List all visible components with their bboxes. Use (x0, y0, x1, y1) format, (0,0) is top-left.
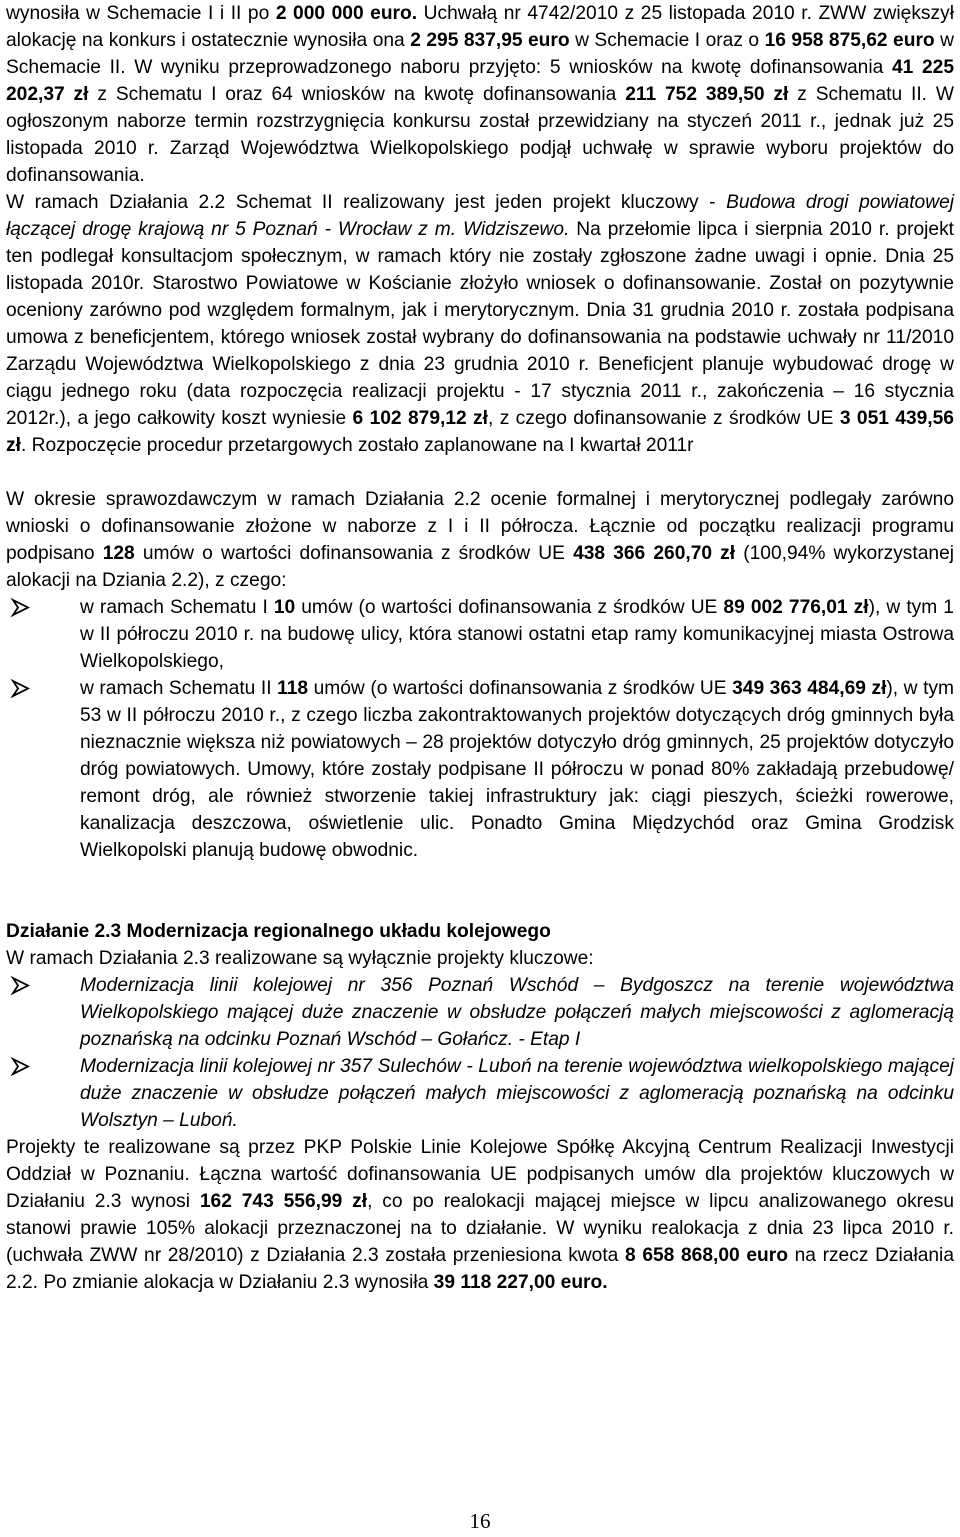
text-run: 118 (277, 678, 309, 699)
paragraph-reporting-period (6, 486, 954, 594)
text-run: w ramach Schematu I (80, 597, 274, 618)
text-run: w Schemacie II. W wyniku przeprowadzonego naboru przyjęto: 5 wniosków na kwotę dofinansowania (6, 30, 954, 78)
arrow-right-outline-icon (10, 675, 32, 702)
text-run: 162 743 556,99 zł (199, 1191, 368, 1212)
text-run: 41 225 202,37 zł (6, 57, 954, 105)
paragraph-pkp-projects (6, 1134, 954, 1296)
text-run: umów o wartości dofinansowania z środków UE (134, 543, 574, 564)
list-schemes (6, 594, 954, 864)
text-run: 349 363 484,69 zł (732, 678, 887, 699)
list-item (6, 594, 954, 675)
text-run: 211 752 389,50 zł (625, 84, 789, 105)
text-run: 438 366 260,70 zł (573, 543, 736, 564)
list-item (6, 972, 954, 1053)
paragraph-intro-23: W ramach Działania 2.3 realizowane są wyłącznie projekty kluczowe: (6, 948, 594, 969)
text-run: , z czego dofinansowanie z środków UE (487, 408, 840, 429)
list-item (6, 1053, 954, 1134)
text-run: W okresie sprawozdawczym w ramach Działania 2.2 ocenie formalnej i merytorycznej podlegały zarówno wnioski o dofinansowanie złożone w naborze z I i II półrocza. Łącznie od początku realizacji programu podpisano (6, 489, 954, 564)
list-key-projects-23 (6, 972, 954, 1134)
text-run: , co po realokacji mającej miejsce w lipcu analizowanego okresu stanowi prawie 105% alokacji przeznaczonej na to działanie. W wyniku realokacja z dnia 23 lipca 2010 r. (uchwała ZWW nr 28/2010) z Działania 2.3 została przeniesiona kwota (6, 1191, 954, 1266)
text-run: 16 958 875,62 euro (764, 30, 935, 51)
text-run: (100,94% wykorzystanej alokacji na Dziania 2.2), z czego: (6, 543, 955, 591)
text-run: wynosiła w Schemacie I i II po (6, 3, 276, 24)
text-run: Modernizacja linii kolejowej nr 356 Poznań Wschód – Bydgoszcz na terenie województwa Wielkopolskiego mającej duże znaczenie w obsłudze połączeń małych miejscowości z aglomeracją poznańską na odcinku Poznań Wschód – Gołańcz. - Etap I (80, 975, 954, 1050)
section-heading-23: Działanie 2.3 Modernizacja regionalnego układu kolejowego (6, 921, 551, 942)
paragraph-key-project-22 (6, 189, 954, 459)
text-run: 8 658 868,00 euro (625, 1245, 788, 1266)
text-run: 2 295 837,95 euro (410, 30, 570, 51)
text-run: z Schematu I oraz 64 wniosków na kwotę dofinansowania (88, 84, 626, 105)
paragraph-schemes-allocation (6, 0, 954, 189)
page-number: 16 (469, 1509, 491, 1533)
text-run: 128 (102, 543, 135, 564)
text-run: 39 118 227,00 euro. (433, 1272, 608, 1293)
text-run: W ramach Działania 2.2 Schemat II realizowany jest jeden projekt kluczowy - (6, 192, 727, 213)
text-run: ), w tym 1 w II półroczu 2010 r. na budowę ulicy, która stanowi ostatni etap ramy komunikacyjnej miasta Ostrowa Wielkopolskiego, (80, 597, 954, 672)
text-run: Budowa drogi powiatowej łączącej drogę krajową nr 5 Poznań - Wrocław z m. Widziszewo. (6, 192, 955, 240)
text-run: . Rozpoczęcie procedur przetargowych zostało zaplanowane na I kwartał 2011r (20, 435, 694, 456)
text-run: z Schematu II. W ogłoszonym naborze termin rozstrzygnięcia konkursu został przewidziany na styczeń 2011 r., jednak już 25 listopada 2010 r. Zarząd Województwa Wielkopolskiego podjął uchwałę w sprawie wyboru projektów do dofinansowania. (6, 84, 954, 186)
text-run: Na przełomie lipca i sierpnia 2010 r. projekt ten podlegał konsultacjom społecznym, w ramach który nie zostały zgłoszone żadne uwagi i opnie. Dnia 25 listopada 2010r. Starostwo Powiatowe w Kościanie złożyło wniosek o dofinansowanie. Został on pozytywnie oceniony zarówno pod względem formalnym, jak i merytorycznym. Dnia 31 grudnia 2010 r. została podpisana umowa z beneficjentem, którego wniosek został wybrany do dofinansowania na podstawie uchwały nr 11/2010 Zarządu Województwa Wielkopolskiego z dnia 23 grudnia 2010 r. Beneficjent planuje wybudować drogę w ciągu jednego roku (data rozpoczęcia realizacji projektu - 17 stycznia 2011 r., zakończenia – 16 stycznia 2012r.), a jego całkowity koszt wyniesie (6, 219, 954, 429)
arrow-right-outline-icon (10, 972, 32, 999)
arrow-right-outline-icon (10, 1053, 32, 1080)
text-run: umów (o wartości dofinansowania z środków UE (295, 597, 724, 618)
text-run: ), w tym 53 w II półroczu 2010 r., z czego liczba zakontraktowanych projektów dotyczących dróg gminnych była nieznacznie większa niż powiatowych – 28 projektów dotyczyło dróg gminnych, 25 projektów dotyczyło dróg powiatowych. Umowy, które zostały podpisane II półroczu w ponad 80% zakładają przebudowę/ remont dróg, ale również stworzenie takiej infrastruktury jak: ciągi pieszych, ścieżki rowerowe, kanalizacja deszczowa, oświetlenie ulic. Ponadto Gmina Międzychód oraz Gmina Grodzisk Wielkopolski planują budowę obwodnic. (80, 678, 954, 861)
text-run: w Schemacie I oraz o (569, 30, 765, 51)
arrow-right-outline-icon (10, 594, 32, 621)
text-run: umów (o wartości dofinansowania z środków UE (308, 678, 733, 699)
text-run: 89 002 776,01 zł (723, 597, 869, 618)
text-run: Projekty te realizowane są przez PKP Polskie Linie Kolejowe Spółkę Akcyjną Centrum Realizacji Inwestycji Oddział w Poznaniu. Łączna wartość dofinansowania UE podpisanych umów dla projektów kluczowych w Działaniu 2.3 wynosi (6, 1137, 954, 1212)
text-run: 6 102 879,12 zł (352, 408, 488, 429)
text-run: na rzecz Działania 2.2. Po zmianie alokacja w Działaniu 2.3 wynosiła (6, 1245, 954, 1293)
text-run: w ramach Schematu II (80, 678, 278, 699)
list-item (6, 675, 954, 864)
text-run: 3 051 439,56 zł (6, 408, 954, 456)
document-page (6, 0, 954, 1296)
text-run: Uchwałą nr 4742/2010 z 25 listopada 2010 r. ZWW zwiększył alokację na konkurs i ostatecznie wynosiła ona (6, 3, 954, 51)
text-run: Modernizacja linii kolejowej nr 357 Sulechów - Luboń na terenie województwa wielkopolskiego mającej duże znaczenie w obsłudze połączeń małych miejscowości z aglomeracją poznańską na odcinku Wolsztyn – Luboń. (80, 1056, 954, 1131)
text-run: 10 (273, 597, 296, 618)
text-run: 2 000 000 euro. (275, 3, 418, 24)
